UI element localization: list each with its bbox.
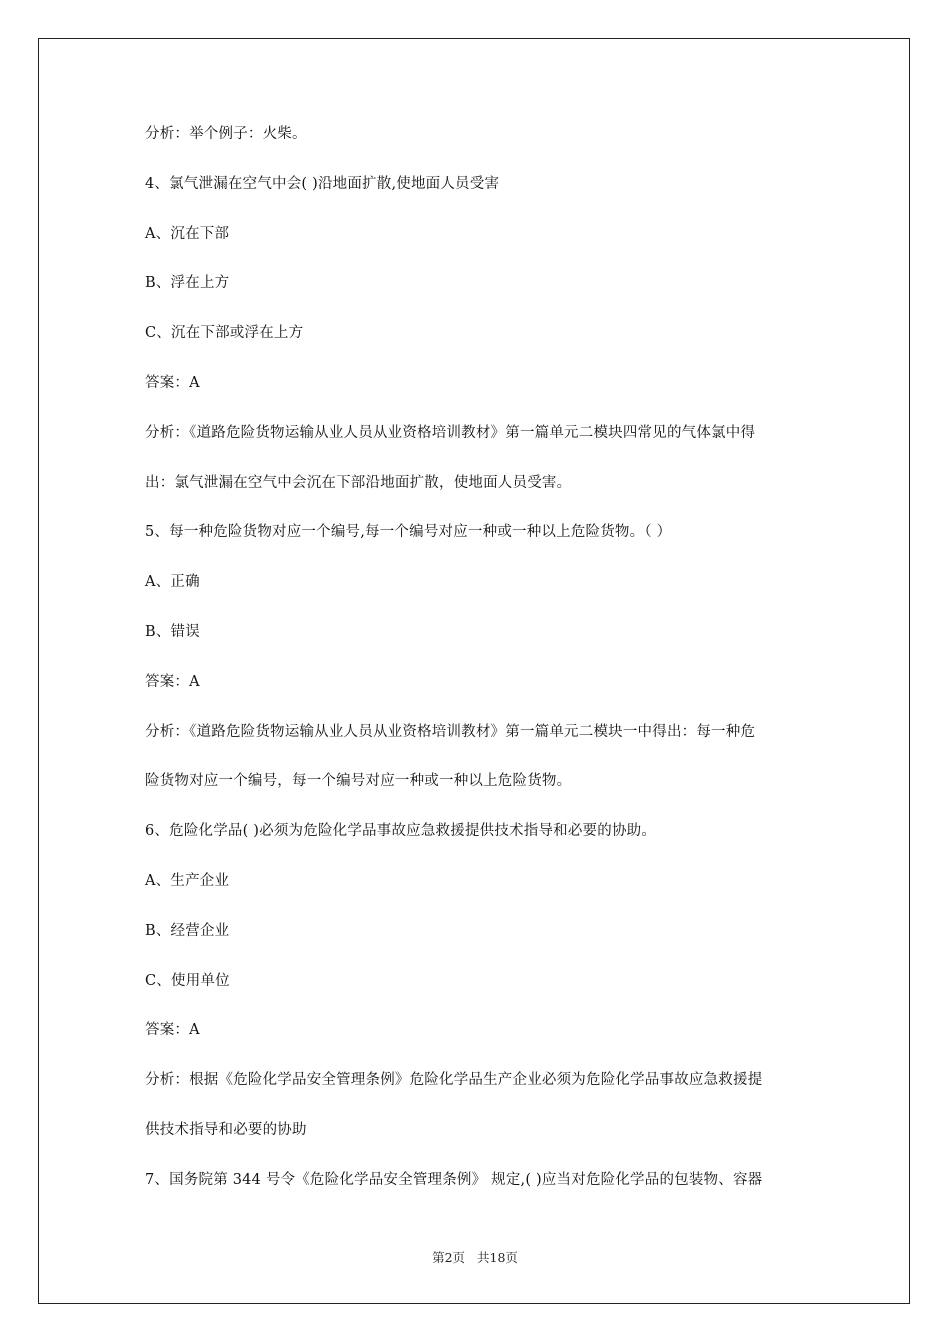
text-line: 分析：举个例子：火柴。 — [145, 126, 307, 142]
analysis: 分析：《道路危险货物运输从业人员从业资格培训教材》第一篇单元二模块一中得出：每一种危 — [145, 723, 756, 740]
option-b: B、经营企业 — [145, 922, 230, 939]
page-footer — [0, 1248, 950, 1266]
analysis: 分析：《道路危险货物运输从业人员从业资格培训教材》第一篇单元二模块四常见的气体氯中得 — [145, 424, 756, 441]
analysis-continued: 险货物对应一个编号，每一个编号对应一种或一种以上危险货物。 — [145, 773, 572, 790]
option-a: A、正确 — [145, 574, 200, 591]
question-7: 7、国务院第 344 号令《危险化学品安全管理条例》 规定,( )应当对危险化学品的包装物、容器 — [145, 1171, 763, 1188]
question-4: 4、氯气泄漏在空气中会( )沿地面扩散,使地面人员受害 — [145, 175, 500, 192]
option-c: C、沉在下部或浮在上方 — [145, 325, 304, 342]
page-total: 共18页 — [477, 1250, 518, 1265]
option-a: A、沉在下部 — [145, 225, 230, 242]
page-number: 第2页 — [432, 1250, 466, 1265]
analysis-continued: 出：氯气泄漏在空气中会沉在下部沿地面扩散，使地面人员受害。 — [145, 474, 572, 491]
answer: 答案：A — [145, 1022, 200, 1039]
analysis-continued: 供技术指导和必要的协助 — [145, 1121, 307, 1138]
question-6: 6、危险化学品( )必须为危险化学品事故应急救援提供技术指导和必要的协助。 — [145, 823, 657, 840]
option-b: B、浮在上方 — [145, 275, 230, 292]
option-c: C、使用单位 — [145, 972, 230, 989]
answer: 答案：A — [145, 374, 200, 391]
answer: 答案：A — [145, 673, 200, 690]
analysis: 分析：根据《危险化学品安全管理条例》危险化学品生产企业必须为危险化学品事故应急救援提 — [145, 1072, 763, 1089]
question-5: 5、每一种危险货物对应一个编号,每一个编号对应一种或一种以上危险货物。（ ） — [145, 524, 672, 541]
option-b: B、错误 — [145, 623, 200, 640]
document-body — [145, 124, 815, 1220]
option-a: A、生产企业 — [145, 872, 230, 889]
